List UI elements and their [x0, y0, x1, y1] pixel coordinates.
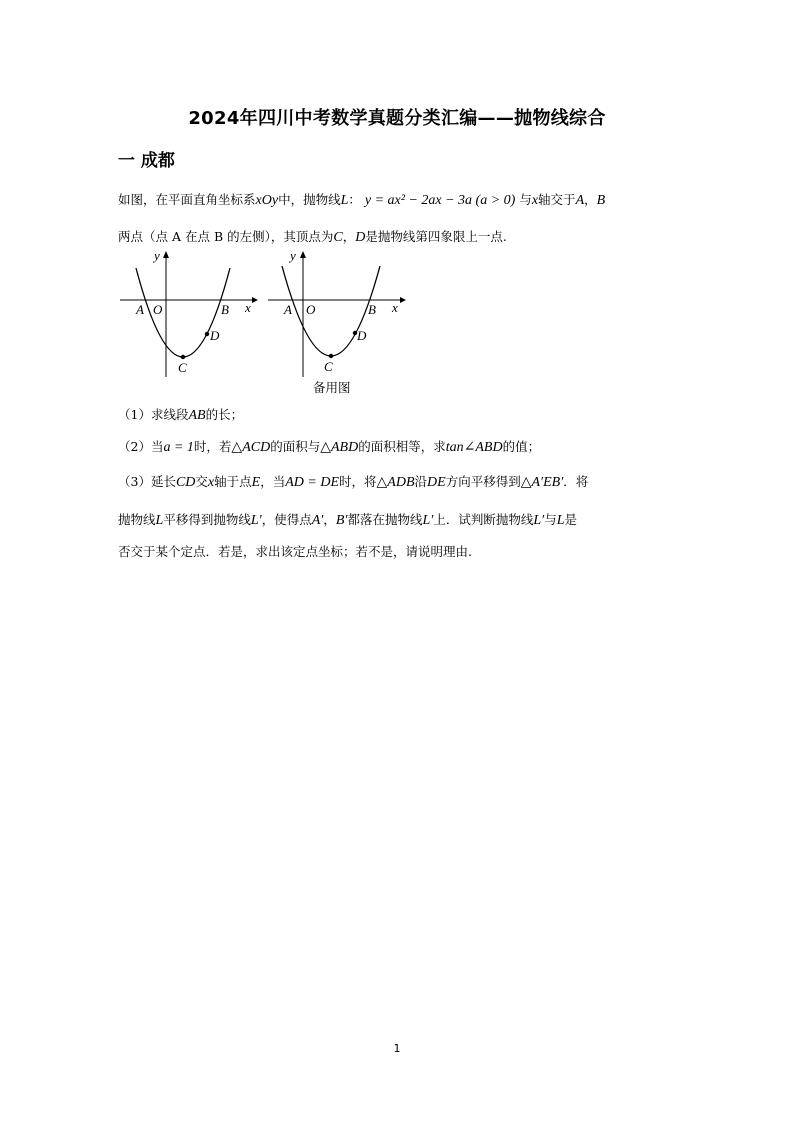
- parabola-curve: [136, 268, 230, 357]
- intro-line-1: [118, 190, 605, 209]
- text: 的值；: [502, 439, 541, 454]
- math-L: L: [155, 513, 164, 528]
- math-triangle-abd: △ABD: [320, 440, 359, 455]
- text: 中，抛物线: [278, 192, 341, 207]
- label-y: y: [154, 250, 160, 263]
- section-heading: 一 成都: [118, 151, 175, 171]
- text: ，使得点: [261, 512, 312, 527]
- math-triangle-adb: △ADB: [376, 475, 415, 490]
- x-axis-arrow: [252, 297, 258, 303]
- text: 时，将: [339, 474, 377, 489]
- math-b-prime: B′: [335, 513, 348, 528]
- math-A: A: [575, 193, 585, 208]
- math-B: B: [596, 193, 606, 208]
- text: 与: [544, 512, 557, 527]
- text: 是抛物线第四象限上一点.: [365, 229, 507, 244]
- math-e: E: [251, 475, 261, 490]
- page-number: 1: [393, 1042, 401, 1055]
- text: 上．试判断抛物线: [433, 512, 534, 527]
- label-c: C: [324, 359, 333, 374]
- math-x: x: [531, 193, 539, 208]
- text: 否交于某个定点．若是，求出该定点坐标；若不是，请说明理由.: [118, 544, 472, 559]
- question-1: [118, 405, 243, 424]
- math-condition: a = 1: [163, 440, 194, 455]
- question-2: [118, 437, 540, 456]
- math-x: x: [207, 475, 215, 490]
- math-C: C: [333, 230, 343, 245]
- text: （3）延长: [118, 474, 176, 489]
- x-axis-arrow: [400, 297, 406, 303]
- text: 方向平移得到: [445, 474, 521, 489]
- text: （1）求线段: [118, 407, 189, 422]
- math-L-prime: L′: [533, 513, 545, 528]
- math-condition: AD = DE: [285, 475, 340, 490]
- text: 的面积与: [270, 439, 321, 454]
- text: 都落在抛物线: [347, 512, 423, 527]
- label-x: x: [392, 300, 398, 315]
- math-cd: CD: [175, 475, 196, 490]
- text: 抛物线: [118, 512, 156, 527]
- text: 与: [519, 192, 532, 207]
- text: 的长；: [205, 407, 244, 422]
- text: ：: [348, 192, 361, 207]
- text: （2）当: [118, 439, 164, 454]
- label-a: A: [136, 302, 144, 317]
- math-triangle-acd: △ACD: [231, 440, 271, 455]
- text: 交: [195, 474, 208, 489]
- text: ，当: [260, 474, 286, 489]
- vertex-point-c: [329, 354, 333, 358]
- question-3-line-1: [118, 472, 588, 491]
- label-b: B: [368, 302, 376, 317]
- page-title: 2024年四川中考数学真题分类汇编——抛物线综合: [188, 108, 606, 129]
- figure-caption: 备用图: [313, 380, 351, 395]
- parabola-figure-main: [118, 250, 258, 380]
- label-a: A: [284, 302, 292, 317]
- math-de: DE: [427, 475, 446, 490]
- label-o: O: [306, 302, 316, 317]
- math-tan-abd: tan∠ABD: [445, 440, 503, 455]
- math-L: L: [340, 193, 349, 208]
- text: 沿: [414, 474, 428, 489]
- math-L-prime: L′: [250, 513, 262, 528]
- text: 轴交于: [538, 192, 576, 207]
- text: 平移得到抛物线: [163, 512, 251, 527]
- vertex-point-c: [181, 355, 185, 359]
- text: ，: [584, 192, 597, 207]
- text: ，: [342, 229, 356, 244]
- label-d: D: [357, 328, 367, 343]
- parabola-figure-backup: [266, 250, 406, 380]
- label-o: O: [153, 302, 163, 317]
- text: ．将: [563, 474, 589, 489]
- text: 如图，在平面直角坐标系: [118, 192, 256, 207]
- text: ，: [323, 512, 336, 527]
- y-axis-arrow: [163, 251, 169, 258]
- math-ab: AB: [188, 408, 206, 423]
- question-3-line-3: [118, 542, 472, 560]
- math-D: D: [355, 230, 366, 245]
- math-triangle-aeb-prime: △A′EB′: [520, 475, 564, 490]
- label-x: x: [245, 300, 251, 315]
- text: 两点（点 A 在点 B 的左侧），其顶点为: [118, 229, 334, 244]
- math-a-prime: A′: [311, 513, 324, 528]
- text: 的面积相等，求: [358, 439, 446, 454]
- text: 轴于点: [214, 474, 252, 489]
- math-xoy: xOy: [255, 193, 279, 208]
- label-b: B: [221, 302, 229, 317]
- point-d: [205, 332, 209, 336]
- parabola-equation: y = ax² − 2ax − 3a (a > 0): [364, 193, 516, 208]
- question-3-line-2: [118, 510, 577, 529]
- math-L-prime: L′: [422, 513, 434, 528]
- intro-line-2: [118, 227, 507, 246]
- text: 是: [564, 512, 578, 527]
- label-y: y: [290, 250, 296, 263]
- label-d: D: [210, 328, 220, 343]
- y-axis-arrow: [300, 251, 306, 258]
- math-L: L: [556, 513, 565, 528]
- label-c: C: [178, 360, 187, 375]
- text: 时，若: [193, 439, 232, 454]
